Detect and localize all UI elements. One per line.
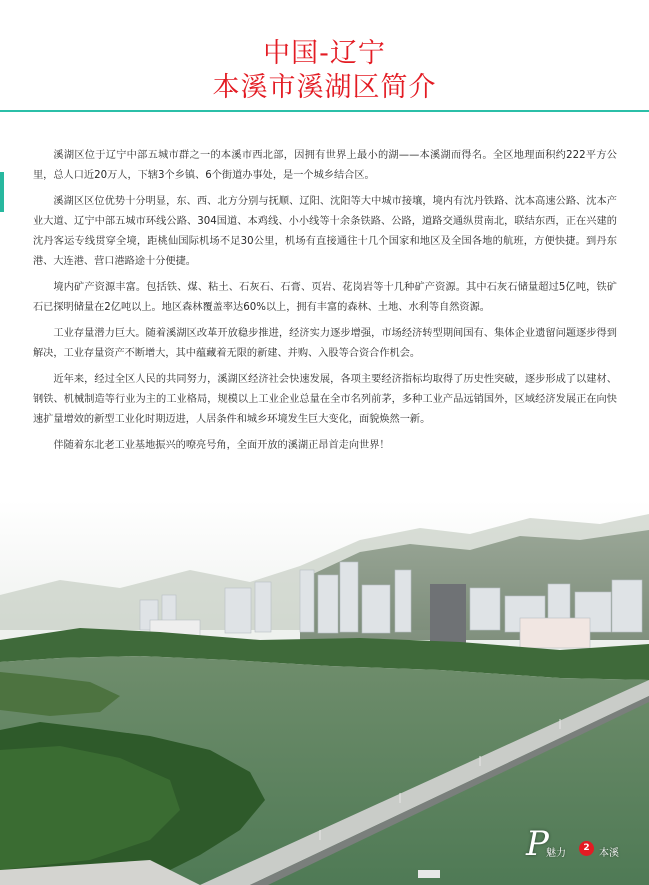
paragraph-4: 工业存量潜力巨大。随着溪湖区改革开放稳步推进，经济实力逐步增强，市场经济转型期间国有、集体企业遗留问题逐步得到解决，工业存量资产不断增大，其中蕴藏着无限的新建、并购、入股等合资合作机会。	[33, 328, 617, 359]
paragraph-6: 伴随着东北老工业基地振兴的嘹亮号角，全面开放的溪湖正昂首走向世界！	[53, 440, 390, 451]
title-line-1: 中国-辽宁	[263, 38, 386, 69]
brand-text-charm: 魅力	[546, 848, 566, 859]
paragraph-3: 境内矿产资源丰富。包括铁、煤、粘土、石灰石、石膏、页岩、花岗岩等十几种矿产资源。其中石灰石储量超过5亿吨，铁矿石已探明储量在2亿吨以上。地区森林覆盖率达60%以上，拥有丰富的森林、土地、水利等自然资源。	[33, 282, 617, 313]
brand-letter: P	[526, 824, 549, 864]
paragraph-5: 近年来，经过全区人民的共同努力，溪湖区经济社会快速发展，各项主要经济指标均取得了历史性突破，逐步形成了以建材、钢铁、机械制造等行业为主的工业格局，规模以上工业企业总量在全市名列前茅，多种工业产品远销国外，区域经济发展正在向快速扩量增效的新型工业化时期迈进，人居条件和城乡环境发生巨大变化，面貌焕然一新。	[33, 374, 617, 425]
intro-text	[33, 146, 617, 462]
paragraph-1: 溪湖区位于辽宁中部五城市群之一的本溪市西北部，因拥有世界上最小的湖——本溪湖而得名。全区地理面积约222平方公里，总人口近20万人，下辖3个乡镇、6个街道办事处，是一个城乡结合区。	[33, 150, 617, 181]
title-line-2: 本溪市溪湖区简介	[212, 72, 437, 103]
title-divider	[0, 110, 649, 112]
page-number-badge: 2	[579, 841, 594, 856]
paragraph-2: 溪湖区区位优势十分明显，东、西、北方分别与抚顺、辽阳、沈阳等大中城市接壤，境内有沈丹铁路、沈本高速公路、沈本产业大道、辽宁中部五城市环线公路、304国道、本鸡线、小小线等十余条铁路、公路，道路交通纵贯南北，联结东西，正在兴建的沈丹客运专线贯穿全境，距桃仙国际机场不足30公里，机场有直接通往十几个国家和地区及全国各地的航班，方便快捷。到丹东港、大连港、营口港路途十分便捷。	[33, 196, 617, 267]
edge-marker	[0, 172, 4, 212]
brand-logo	[526, 826, 644, 866]
brand-text-city: 本溪	[599, 848, 619, 859]
